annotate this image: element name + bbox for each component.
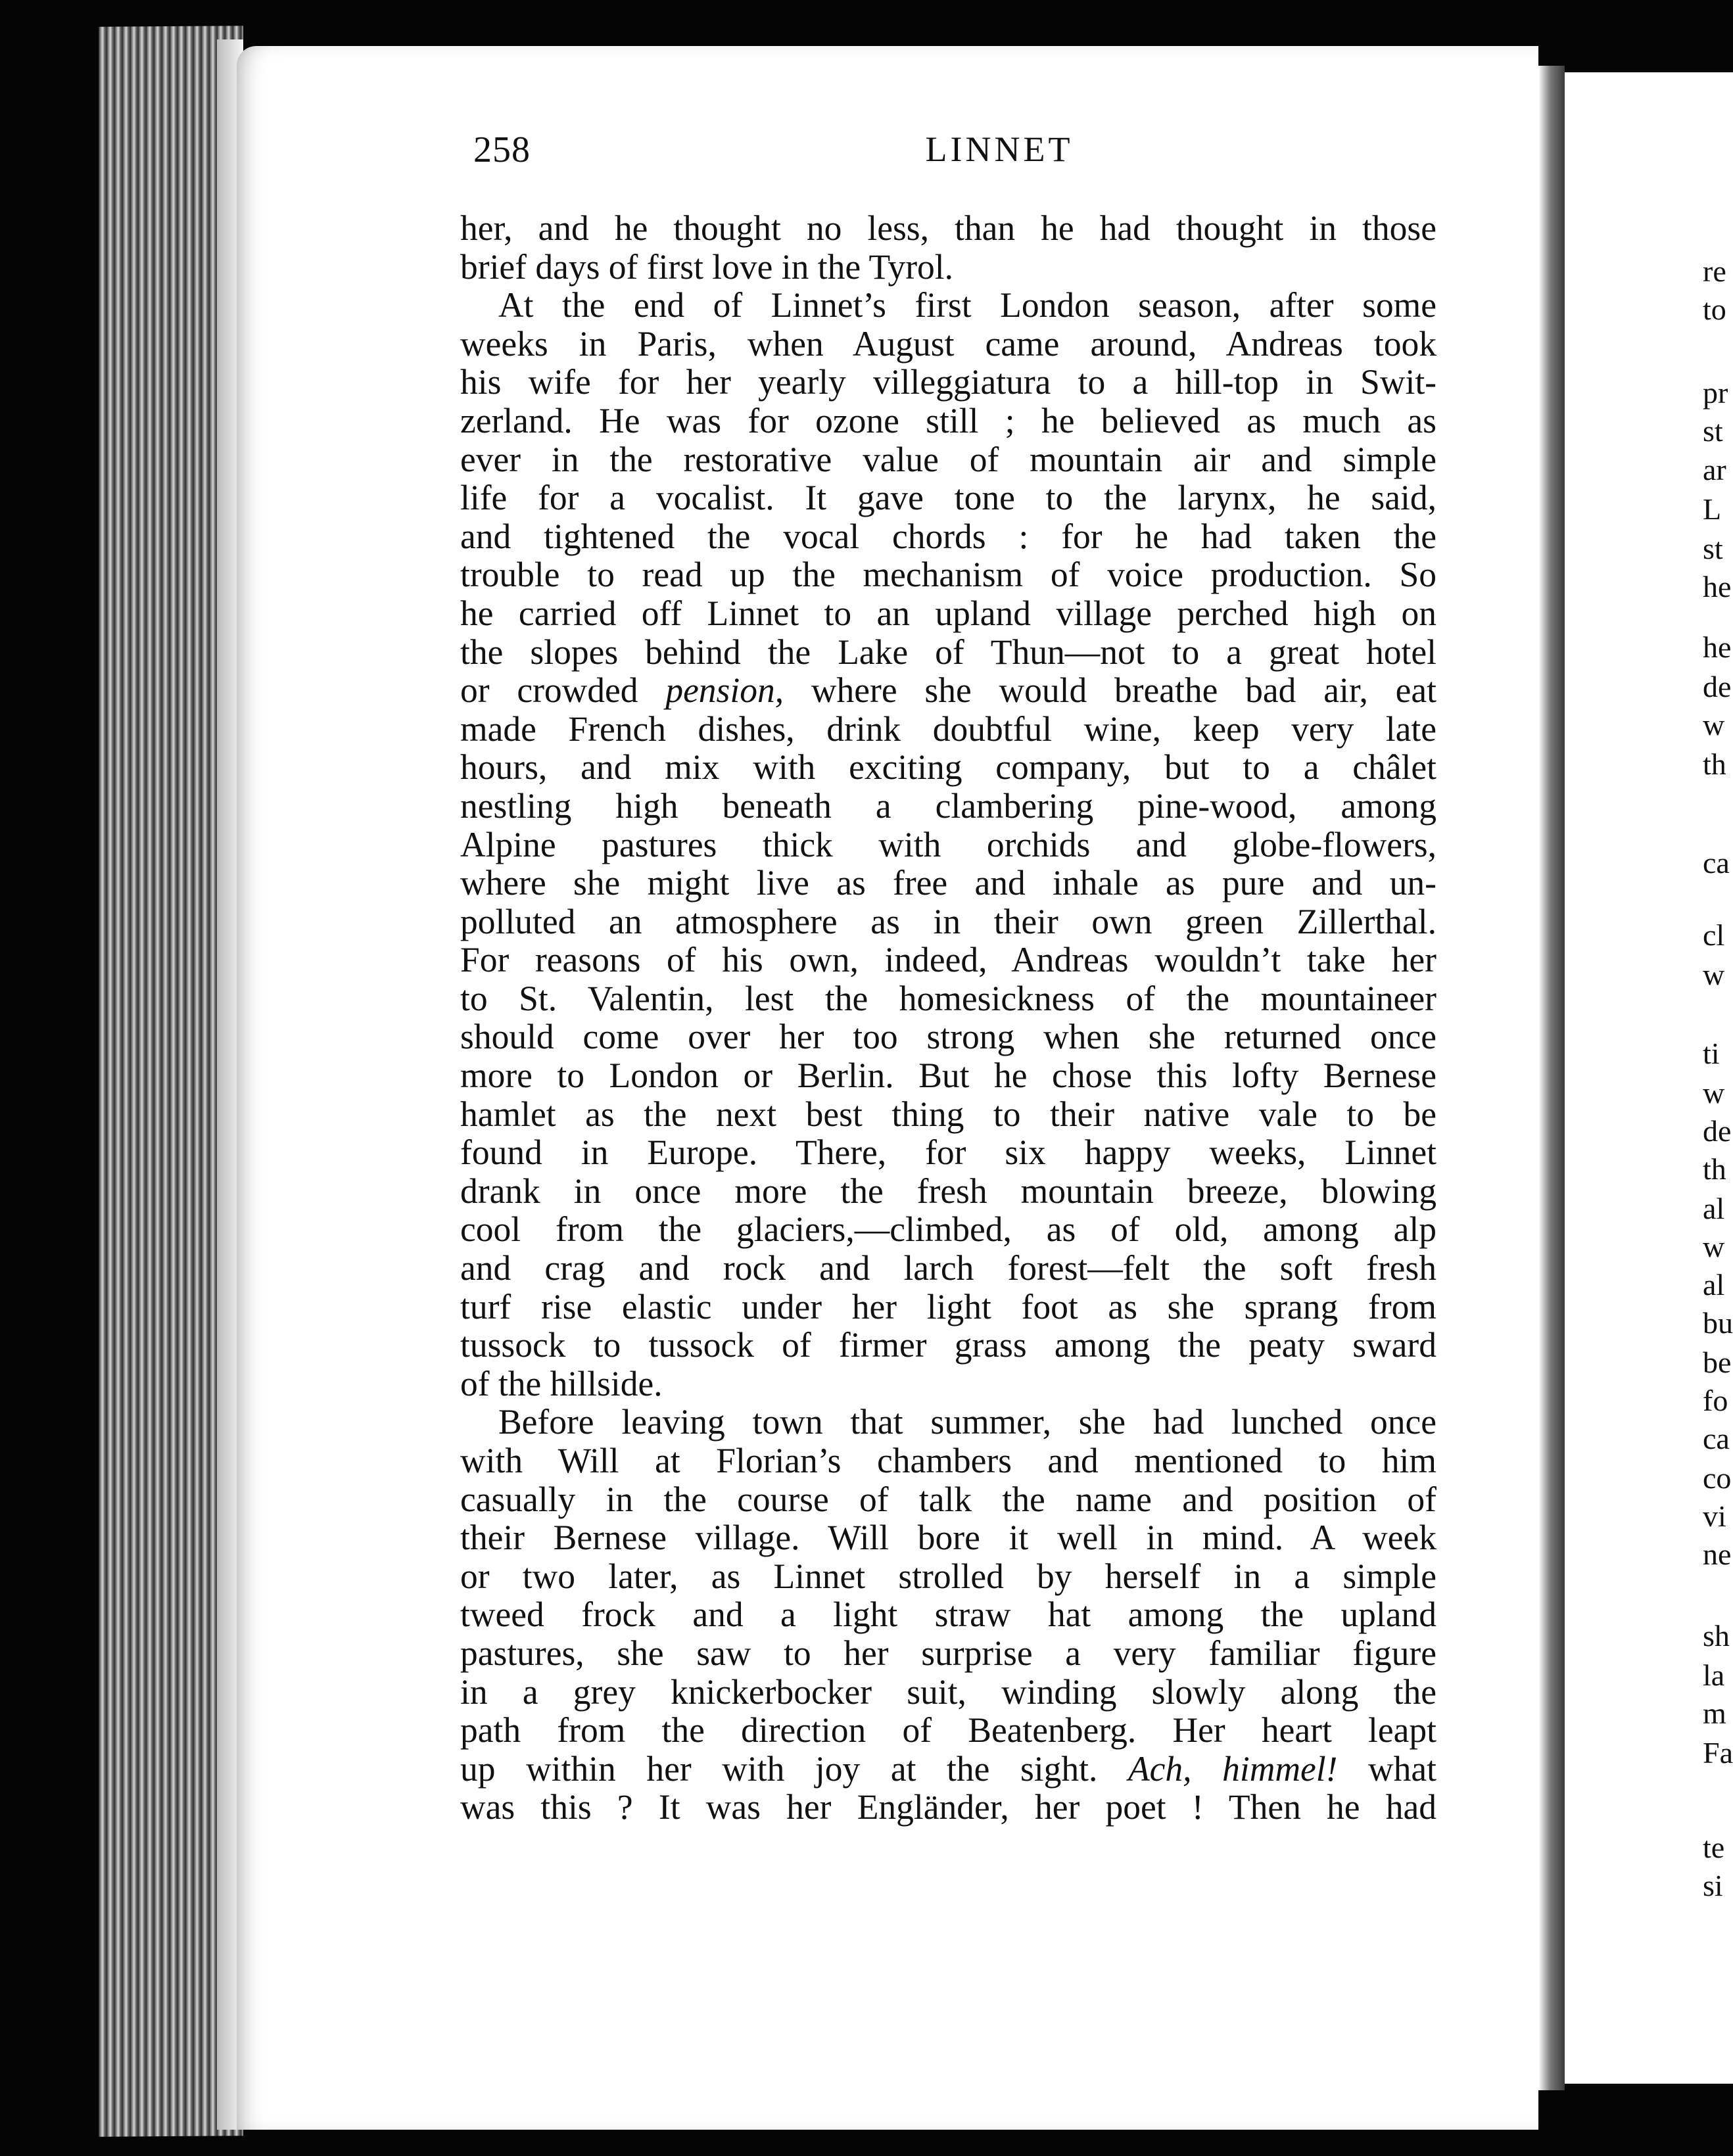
text-line: cool from the glaciers,—climbed, as of old, among alp xyxy=(460,1209,1436,1250)
facing-line-fragment: re xyxy=(1703,254,1726,288)
facing-line-fragment: L xyxy=(1703,492,1722,526)
text-line: more to London or Berlin. But he chose this lofty Bernese xyxy=(460,1056,1436,1096)
text-line: turf rise elastic under her light foot as she sprang from xyxy=(460,1286,1436,1326)
text-line: he carried off Linnet to an upland village perched high on xyxy=(460,593,1436,633)
text-line: Alpine pastures thick with orchids and globe-flowers, xyxy=(460,824,1436,864)
facing-line-fragment: sh xyxy=(1703,1619,1730,1652)
running-head xyxy=(473,129,1315,175)
facing-line-fragment: ti xyxy=(1703,1037,1720,1070)
text-line: their Bernese village. Will bore it well in mind. A week xyxy=(460,1518,1436,1558)
facing-line-fragment: ca xyxy=(1703,846,1730,879)
facing-line-fragment: al xyxy=(1703,1192,1725,1225)
text-line: up within her with joy at the sight. Ach, himmel! what xyxy=(460,1748,1436,1789)
facing-line-fragment: cl xyxy=(1703,918,1725,952)
text-line: with Will at Florian’s chambers and mentioned to him xyxy=(460,1441,1436,1480)
text-line: weeks in Paris, when August came around, Andreas took xyxy=(460,323,1436,363)
facing-line-fragment: la xyxy=(1703,1658,1725,1692)
facing-line-fragment: ne xyxy=(1703,1537,1732,1571)
facing-line-fragment: to xyxy=(1703,293,1726,326)
text-line: drank in once more the fresh mountain breeze, blowing xyxy=(460,1171,1436,1211)
facing-line-fragment: th xyxy=(1703,747,1726,781)
facing-line-fragment: fo xyxy=(1703,1384,1728,1417)
text-line: or two later, as Linnet strolled by herself in a simple xyxy=(460,1556,1436,1596)
facing-line-fragment: de xyxy=(1703,670,1732,703)
body-text xyxy=(460,209,1436,1827)
facing-line-fragment: bu xyxy=(1703,1306,1733,1340)
text-line: polluted an atmosphere as in their own green Zillerthal. xyxy=(460,901,1436,941)
facing-line-fragment: al xyxy=(1703,1268,1725,1301)
text-line: path from the direction of Beatenberg. Her heart leapt xyxy=(460,1710,1436,1750)
text-line: should come over her too strong when she returned once xyxy=(460,1017,1436,1057)
text-line: Before leaving town that summer, she had lunched once xyxy=(498,1402,1436,1442)
text-line: At the end of Linnet’s first London season, after some xyxy=(498,285,1436,325)
facing-line-fragment: st xyxy=(1703,414,1723,448)
text-line: trouble to read up the mechanism of voice production. So xyxy=(460,555,1436,595)
facing-line-fragment: te xyxy=(1703,1831,1725,1864)
text-line: to St. Valentin, lest the homesickness of the mountaineer xyxy=(460,978,1436,1018)
facing-line-fragment: be xyxy=(1703,1346,1732,1379)
text-line: tweed frock and a light straw hat among the upland xyxy=(460,1595,1436,1635)
text-line: and tightened the vocal chords : for he had taken the xyxy=(460,516,1436,556)
text-line: hamlet as the next best thing to their native vale to be xyxy=(460,1094,1436,1134)
facing-line-fragment: de xyxy=(1703,1114,1732,1148)
text-line: where she might live as free and inhale as pure and un- xyxy=(460,863,1436,903)
text-line: nestling high beneath a clambering pine-wood, among xyxy=(460,785,1436,826)
text-line: hours, and mix with exciting company, but to a châlet xyxy=(460,747,1436,787)
facing-line-fragment: si xyxy=(1703,1869,1723,1902)
facing-line-fragment: he xyxy=(1703,570,1732,603)
text-line: casually in the course of talk the name and position of xyxy=(460,1479,1436,1519)
facing-line-fragment: w xyxy=(1703,708,1725,741)
facing-line-fragment: co xyxy=(1703,1461,1732,1495)
text-line: zerland. He was for ozone still ; he believed as much as xyxy=(460,400,1436,440)
facing-line-fragment: th xyxy=(1703,1152,1726,1186)
facing-line-fragment: he xyxy=(1703,630,1732,664)
text-line: For reasons of his own, indeed, Andreas wouldn’t take her xyxy=(460,940,1436,980)
text-line: of the hillside. xyxy=(460,1363,663,1403)
text-line: his wife for her yearly villeggiatura to a hill-top in Swit- xyxy=(460,362,1436,402)
text-line: found in Europe. There, for six happy weeks, Linnet xyxy=(460,1133,1436,1173)
facing-line-fragment: w xyxy=(1703,1076,1725,1110)
text-line: in a grey knickerbocker suit, winding slowly along the xyxy=(460,1672,1436,1712)
text-line: made French dishes, drink doubtful wine, keep very late xyxy=(460,709,1436,749)
facing-line-fragment: w xyxy=(1703,958,1725,991)
text-line: pastures, she saw to her surprise a very familiar figure xyxy=(460,1633,1436,1673)
facing-line-fragment: st xyxy=(1703,532,1723,565)
text-line: tussock to tussock of firmer grass among the peaty sward xyxy=(460,1325,1436,1365)
facing-line-fragment: ar xyxy=(1703,453,1726,486)
text-line: her, and he thought no less, than he had thought in those xyxy=(460,208,1436,248)
text-line: or crowded pension, where she would breathe bad air, eat xyxy=(460,670,1436,711)
page-number: 258 xyxy=(473,129,531,170)
facing-line-fragment: pr xyxy=(1703,376,1728,410)
text-line: was this ? It was her Engländer, her poet ! Then he had xyxy=(460,1787,1436,1827)
page-title: LINNET xyxy=(925,129,1074,169)
facing-line-fragment: vi xyxy=(1703,1499,1726,1533)
text-line: brief days of first love in the Tyrol. xyxy=(460,246,954,287)
text-line: ever in the restorative value of mountain air and simple xyxy=(460,439,1436,479)
facing-line-fragment: m xyxy=(1703,1697,1726,1730)
facing-line-fragment: Fa xyxy=(1703,1736,1733,1769)
text-line: and crag and rock and larch forest—felt the soft fresh xyxy=(460,1248,1436,1288)
text-line: life for a vocalist. It gave tone to the larynx, he said, xyxy=(460,478,1436,518)
facing-line-fragment: w xyxy=(1703,1230,1725,1263)
text-line: the slopes behind the Lake of Thun—not to a great hotel xyxy=(460,632,1436,672)
book-gutter xyxy=(1538,66,1565,2090)
facing-line-fragment: ca xyxy=(1703,1422,1730,1455)
